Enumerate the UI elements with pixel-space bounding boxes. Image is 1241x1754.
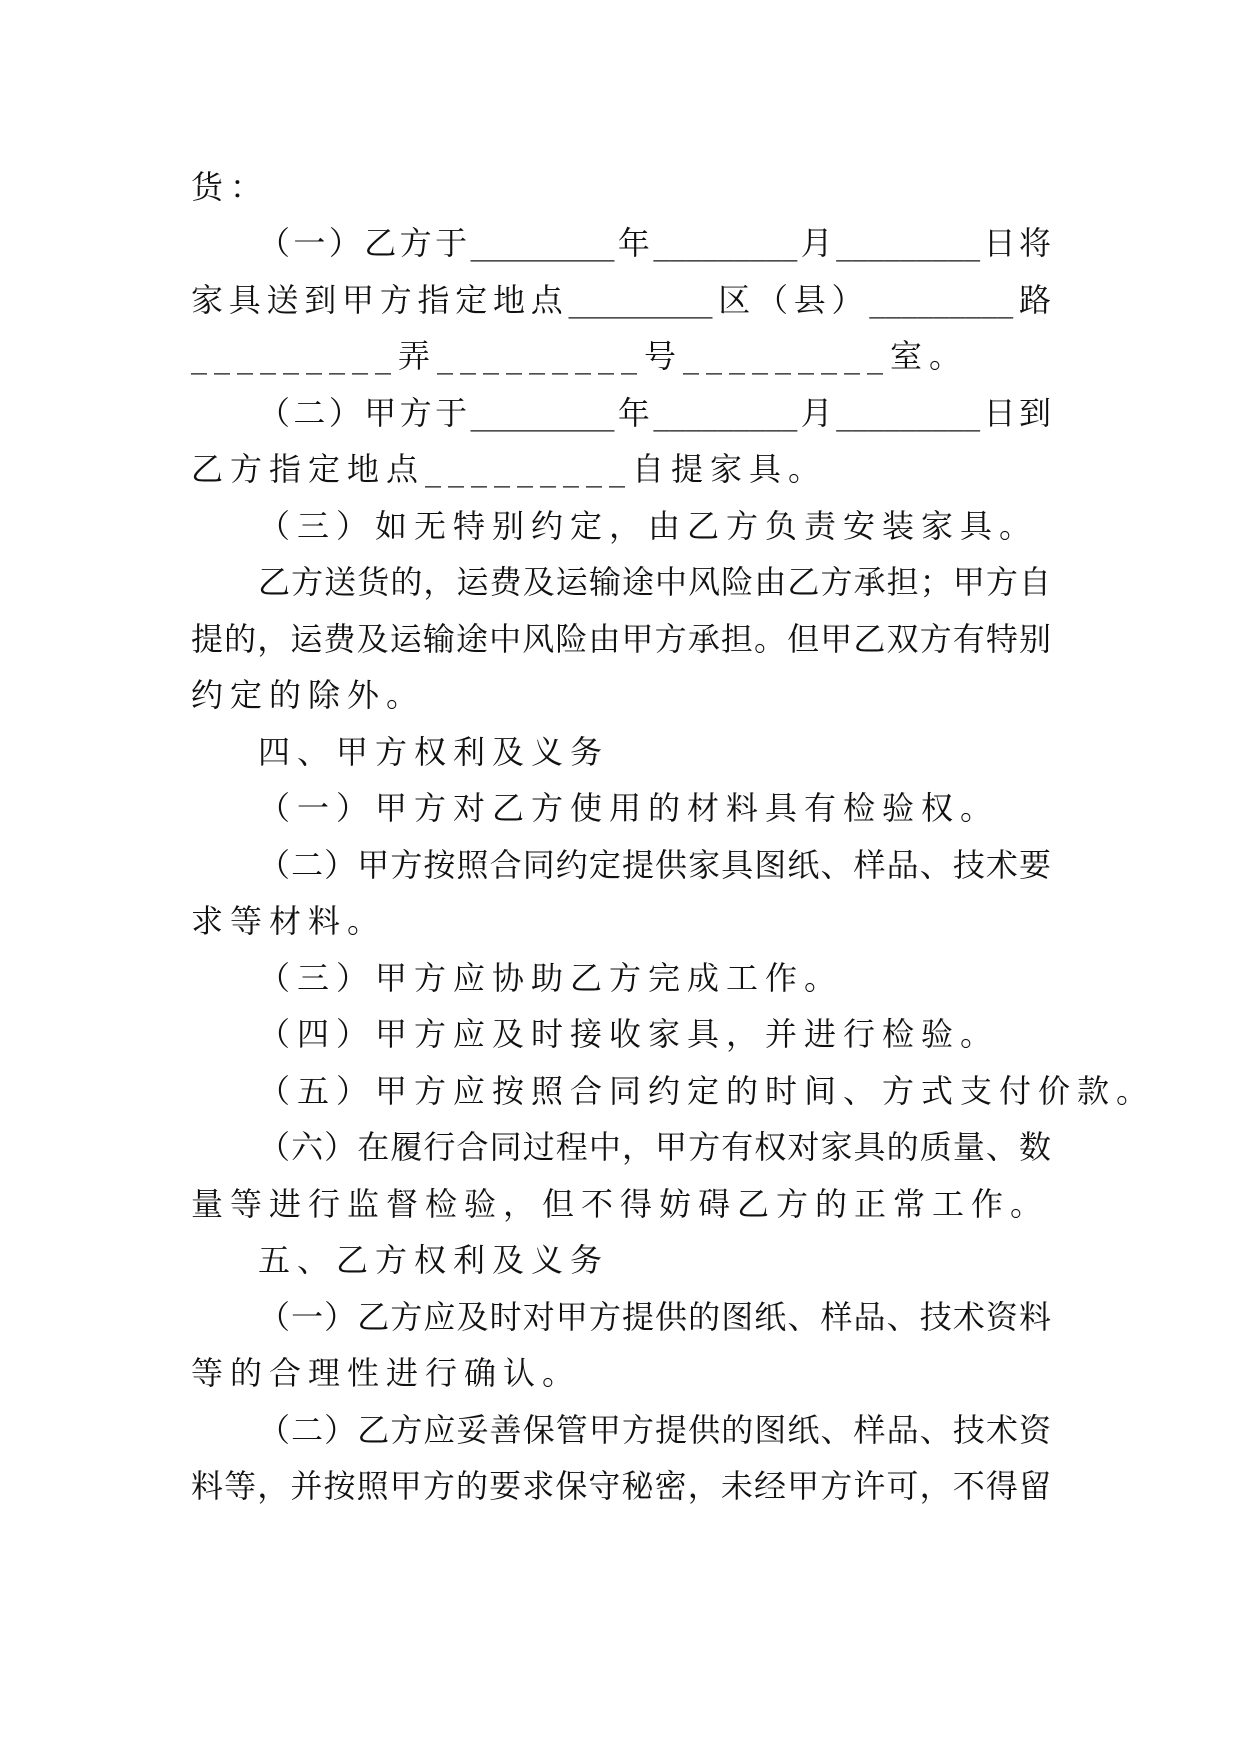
text-line: 料等，并按照甲方的要求保守秘密，未经甲方许可，不得留 (191, 1467, 1051, 1505)
text-line: （四）甲方应及时接收家具，并进行检验。 (258, 1015, 1000, 1053)
text-line: （一）乙方应及时对甲方提供的图纸、样品、技术资料 (258, 1298, 1051, 1336)
text-line: _________弄_________号_________室。 (191, 337, 969, 375)
text-line: （二）甲方按照合同约定提供家具图纸、样品、技术要 (258, 846, 1051, 884)
text-line: 货： (191, 168, 270, 206)
text-line: 等的合理性进行确认。 (191, 1354, 582, 1392)
text-line: （一）甲方对乙方使用的材料具有检验权。 (258, 789, 1000, 827)
text-line: （五）甲方应按照合同约定的时间、方式支付价款。 (258, 1072, 1156, 1110)
section-heading: 五、乙方权利及义务 (258, 1241, 610, 1279)
text-line: 提的，运费及运输途中风险由甲方承担。但甲乙双方有特别 (191, 620, 1051, 658)
text-line: 求等材料。 (191, 902, 387, 940)
text-line: （六）在履行合同过程中，甲方有权对家具的质量、数 (258, 1128, 1051, 1166)
text-line: （三）甲方应协助乙方完成工作。 (258, 959, 844, 997)
text-line: 家具送到甲方指定地点_________区（县）_________路 (191, 281, 1051, 319)
text-line: （三）如无特别约定，由乙方负责安装家具。 (258, 507, 1039, 545)
text-line: 乙方指定地点_________自提家具。 (191, 450, 828, 488)
text-line: 量等进行监督检验，但不得妨碍乙方的正常工作。 (191, 1185, 1050, 1223)
text-line: （二）乙方应妥善保管甲方提供的图纸、样品、技术资 (258, 1411, 1051, 1449)
text-line: 乙方送货的，运费及运输途中风险由乙方承担；甲方自 (258, 563, 1051, 601)
text-line: （二）甲方于_________年_________月_________日到 (258, 394, 1051, 432)
text-line: 约定的除外。 (191, 676, 426, 714)
section-heading: 四、甲方权利及义务 (258, 733, 610, 771)
text-line: （一）乙方于_________年_________月_________日将 (258, 224, 1051, 262)
